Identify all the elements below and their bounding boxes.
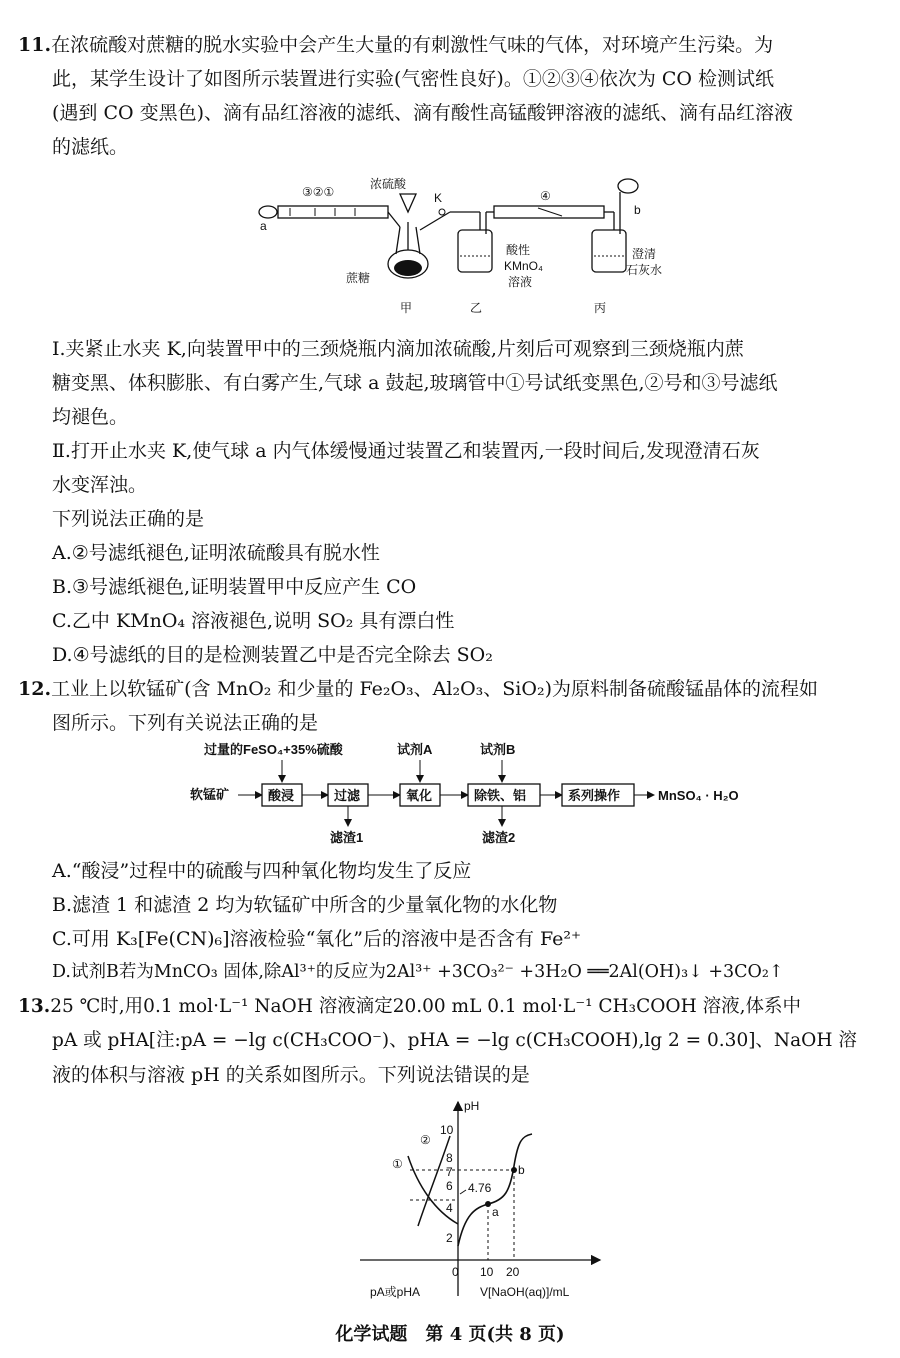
curve-2-label: ② bbox=[420, 1133, 431, 1147]
paper-labels: ③②① bbox=[302, 185, 335, 199]
flow-reagent0: 过量的FeSO₄+35%硫酸 bbox=[204, 742, 343, 757]
q11-option-c: C.乙中 KMnO₄ 溶液褪色,说明 SO₂ 具有漂白性 bbox=[52, 610, 455, 632]
q13-graph bbox=[300, 1096, 620, 1306]
label-four: ④ bbox=[540, 189, 551, 203]
q13-text-1: 25 ℃时,用0.1 mol·L⁻¹ NaOH 溶液滴定20.00 mL 0.1 mol·L⁻¹ CH₃COOH 溶液,体系中 bbox=[50, 996, 801, 1017]
y-tick-2: 2 bbox=[446, 1231, 453, 1245]
q11-line4: 的滤纸。 bbox=[52, 136, 129, 158]
q11-apparatus-figure bbox=[250, 172, 670, 322]
label-lime-2: 石灰水 bbox=[626, 263, 663, 277]
flow-residue2: 滤渣2 bbox=[482, 830, 516, 845]
q13-line3: 液的体积与溶液 pH 的关系如图所示。下列说法错误的是 bbox=[52, 1064, 530, 1086]
q11-step1-a: Ⅰ.夹紧止水夹 K,向装置甲中的三颈烧瓶内滴加浓硫酸,片刻后可观察到三颈烧瓶内蔗 bbox=[52, 338, 744, 360]
flow-start: 软锰矿 bbox=[190, 787, 230, 802]
q13-line2: pA 或 pHA[注:pA = −lg c(CH₃COO⁻)、pHA = −lg c(CH₃COOH),lg 2 = 0.30]、NaOH 溶 bbox=[52, 1030, 857, 1051]
q12-number: 12. bbox=[18, 678, 52, 700]
point-b bbox=[511, 1167, 517, 1173]
q12-line1 bbox=[18, 674, 818, 701]
left-axis-label: pA或pHA bbox=[370, 1285, 421, 1299]
y-ticks bbox=[440, 1123, 454, 1245]
q12-option-d: D.试剂B若为MnCO₃ 固体,除Al³⁺的反应为2Al³⁺ +3CO₃²⁻ +3H₂O ══2Al(OH)₃↓ +3CO₂↑ bbox=[52, 962, 784, 982]
label-lime-1: 澄清 bbox=[632, 247, 657, 261]
q11-question: 下列说法正确的是 bbox=[52, 508, 205, 530]
flow-product: MnSO₄ · H₂O bbox=[658, 788, 739, 803]
q11-line3: (遇到 CO 变黑色)、滴有品红溶液的滤纸、滴有酸性高锰酸钾溶液的滤纸、滴有品红溶液 bbox=[52, 102, 794, 124]
q12-flow-chart bbox=[190, 738, 770, 848]
caption-bing: 丙 bbox=[594, 301, 607, 315]
flow-step-4: 除铁、铝 bbox=[474, 788, 527, 803]
annotation-476: 4.76 bbox=[468, 1181, 492, 1195]
y-tick-4: 4 bbox=[446, 1201, 453, 1215]
x-tick-0: 0 bbox=[452, 1265, 459, 1279]
q12-option-b: B.滤渣 1 和滤渣 2 均为软锰矿中所含的少量氧化物的水化物 bbox=[52, 894, 558, 916]
flow-step-2: 过滤 bbox=[334, 788, 361, 803]
caption-jia: 甲 bbox=[400, 301, 413, 315]
label-conc-acid: 浓硫酸 bbox=[370, 177, 407, 191]
q13-line1 bbox=[18, 992, 801, 1018]
q12-option-a: A.“酸浸”过程中的硫酸与四种氧化物均发生了反应 bbox=[52, 860, 472, 882]
page-footer: 化学试题 第 4 页(共 8 页) bbox=[335, 1324, 565, 1345]
y-tick-8: 8 bbox=[446, 1151, 453, 1165]
test-tube-1 bbox=[278, 206, 388, 218]
q11-line1 bbox=[18, 30, 773, 57]
q11-step2-a: Ⅱ.打开止水夹 K,使气球 a 内气体缓慢通过装置乙和装置丙,一段时间后,发现澄清石灰 bbox=[52, 440, 760, 462]
flow-reagentB: 试剂B bbox=[480, 742, 516, 757]
label-sucrose: 蔗糖 bbox=[346, 271, 371, 285]
label-k: K bbox=[434, 191, 443, 205]
q12-text-1: 工业上以软锰矿(含 MnO₂ 和少量的 Fe₂O₃、Al₂O₃、SiO₂)为原料制备硫酸锰晶体的流程如 bbox=[51, 678, 818, 700]
x-tick-10: 10 bbox=[480, 1265, 494, 1279]
dropping-funnel bbox=[400, 194, 416, 212]
point-a bbox=[485, 1201, 491, 1207]
q11-option-b: B.③号滤纸褪色,证明装置甲中反应产生 CO bbox=[52, 576, 417, 598]
q11-option-a: A.②号滤纸褪色,证明浓硫酸具有脱水性 bbox=[52, 542, 380, 564]
y-tick-10: 10 bbox=[440, 1123, 454, 1137]
y-axis-label: pH bbox=[464, 1099, 480, 1113]
point-b-label: b bbox=[518, 1163, 525, 1177]
curve-1-label: ① bbox=[392, 1157, 403, 1171]
flow-reagentA: 试剂A bbox=[397, 742, 433, 757]
y-tick-6: 6 bbox=[446, 1179, 453, 1193]
flow-residue1: 滤渣1 bbox=[330, 830, 364, 845]
q11-text-1: 在浓硫酸对蔗糖的脱水实验中会产生大量的有刺激性气味的气体，对环境产生污染。为 bbox=[51, 34, 774, 56]
y-tick-7: 7 bbox=[446, 1165, 453, 1179]
bottle-bing bbox=[592, 230, 626, 272]
x-axis-label: V[NaOH(aq)]/mL bbox=[480, 1285, 570, 1299]
q11-line2: 此，某学生设计了如图所示装置进行实验(气密性良好)。①②③④依次为 CO 检测试纸 bbox=[52, 68, 775, 90]
label-b: b bbox=[634, 203, 641, 217]
label-kmno4-3: 溶液 bbox=[508, 275, 533, 289]
flow-step-1: 酸浸 bbox=[268, 788, 295, 803]
flow-step-3: 氧化 bbox=[406, 788, 433, 803]
balloon-b bbox=[618, 179, 638, 193]
bottle-yi bbox=[458, 230, 492, 272]
label-a: a bbox=[260, 219, 267, 233]
x-tick-20: 20 bbox=[506, 1265, 520, 1279]
q11-step2-b: 水变浑浊。 bbox=[52, 474, 148, 496]
q11-number: 11. bbox=[18, 34, 52, 56]
flow-step-5: 系列操作 bbox=[568, 788, 621, 803]
q11-step1-b: 糖变黑、体积膨胀、有白雾产生,气球 a 鼓起,玻璃管中①号试纸变黑色,②号和③号滤纸 bbox=[52, 372, 778, 394]
label-kmno4-2: KMnO₄ bbox=[504, 259, 543, 273]
caption-yi: 乙 bbox=[470, 301, 483, 315]
q11-step1-c: 均褪色。 bbox=[52, 406, 129, 428]
q11-option-d: D.④号滤纸的目的是检测装置乙中是否完全除去 SO₂ bbox=[52, 644, 493, 666]
label-kmno4-1: 酸性 bbox=[506, 243, 531, 257]
q12-line2: 图所示。下列有关说法正确的是 bbox=[52, 712, 319, 734]
q12-option-c: C.可用 K₃[Fe(CN)₆]溶液检验“氧化”后的溶液中是否含有 Fe²⁺ bbox=[52, 928, 582, 950]
q13-number: 13. bbox=[18, 996, 51, 1017]
balloon-a bbox=[259, 206, 277, 218]
point-a-label: a bbox=[492, 1205, 499, 1219]
